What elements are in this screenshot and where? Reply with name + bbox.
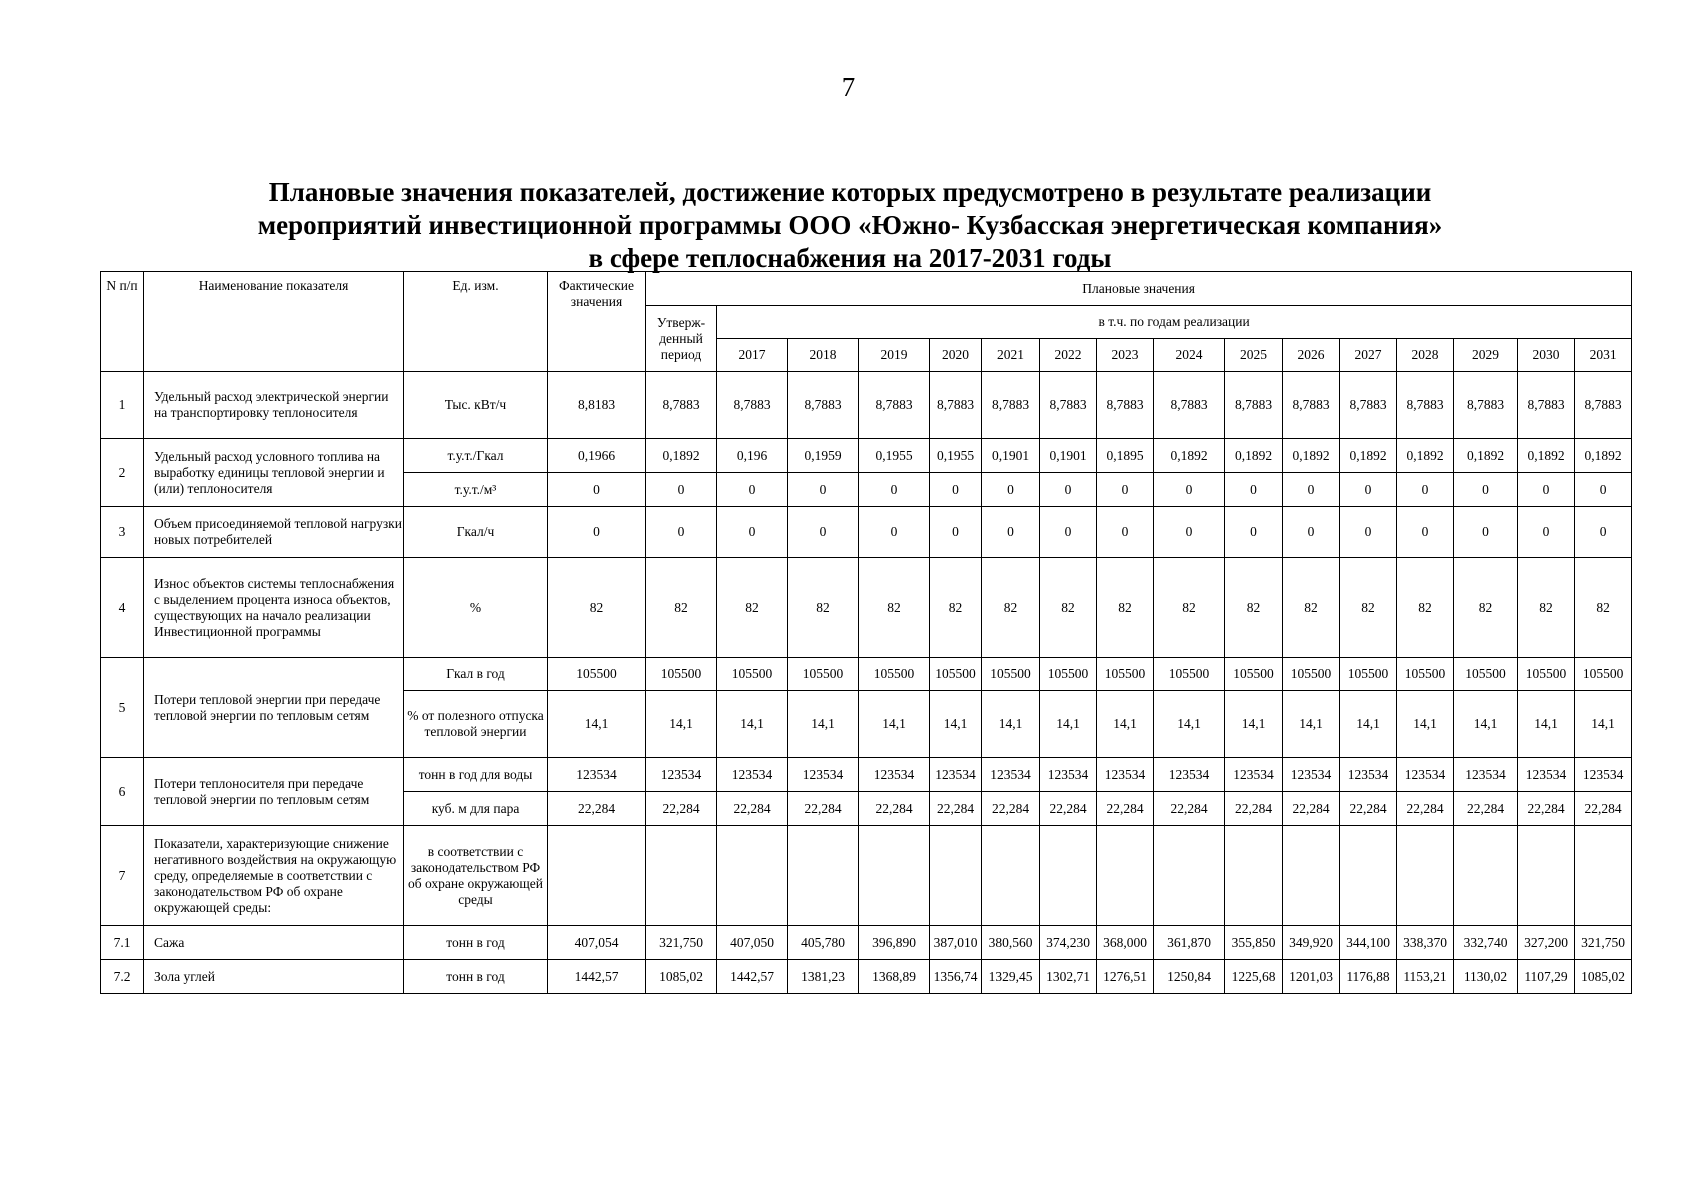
value-cell: 0 [548,507,646,558]
header-year: 2028 [1397,339,1454,372]
value-cell: 407,054 [548,926,646,960]
value-cell: 22,284 [1575,792,1632,826]
value-cell: 361,870 [1154,926,1225,960]
value-cell: 8,7883 [1575,372,1632,439]
value-cell: 22,284 [1097,792,1154,826]
value-cell: 0,1892 [1397,439,1454,473]
value-cell: 105500 [1518,658,1575,691]
value-cell: 105500 [1225,658,1283,691]
header-year: 2023 [1097,339,1154,372]
header-name: Наименование показателя [144,272,404,372]
header-year: 2018 [788,339,859,372]
value-cell: 82 [930,558,982,658]
value-cell: 123534 [930,758,982,792]
value-cell: 22,284 [982,792,1040,826]
value-cell: 14,1 [1283,691,1340,758]
value-cell: 396,890 [859,926,930,960]
title-line: в сфере теплоснабжения на 2017-2031 годы [588,243,1112,273]
value-cell: 380,560 [982,926,1040,960]
unit-cell: тонн в год [404,960,548,994]
header-actual: Фактические значения [548,272,646,372]
indicator-name: Показатели, характеризующие снижение негативного воздействия на окружающую среду, определяемые в соответствии с законодательством РФ об охране окружающей среды: [144,826,404,926]
value-cell: 0 [646,473,717,507]
value-cell: 105500 [1283,658,1340,691]
value-cell: 0 [788,473,859,507]
indicator-name: Потери теплоносителя при передаче тепловой энергии по тепловым сетям [144,758,404,826]
header-year: 2017 [717,339,788,372]
value-cell: 1225,68 [1225,960,1283,994]
value-cell: 14,1 [1397,691,1454,758]
value-cell: 0 [1040,473,1097,507]
value-cell: 8,7883 [859,372,930,439]
value-cell: 82 [1397,558,1454,658]
value-cell: 0,1966 [548,439,646,473]
value-cell: 0 [1518,473,1575,507]
value-cell: 22,284 [1518,792,1575,826]
value-cell: 14,1 [1454,691,1518,758]
value-cell: 1250,84 [1154,960,1225,994]
value-cell: 1356,74 [930,960,982,994]
empty-value-cell [1518,826,1575,926]
value-cell: 105500 [646,658,717,691]
value-cell: 123534 [788,758,859,792]
value-cell: 14,1 [548,691,646,758]
value-cell: 1176,88 [1340,960,1397,994]
value-cell: 0 [1340,473,1397,507]
value-cell: 332,740 [1454,926,1518,960]
value-cell: 1107,29 [1518,960,1575,994]
value-cell: 123534 [1454,758,1518,792]
value-cell: 0 [717,507,788,558]
unit-cell: тонн в год [404,926,548,960]
unit-cell: т.у.т./м³ [404,473,548,507]
value-cell: 123534 [1154,758,1225,792]
value-cell: 1442,57 [717,960,788,994]
value-cell: 8,7883 [1518,372,1575,439]
value-cell: 0 [982,507,1040,558]
value-cell: 22,284 [646,792,717,826]
value-cell: 0 [1397,507,1454,558]
value-cell: 123534 [1283,758,1340,792]
header-year: 2026 [1283,339,1340,372]
empty-value-cell [1154,826,1225,926]
value-cell: 82 [1225,558,1283,658]
value-cell: 14,1 [1154,691,1225,758]
unit-cell: т.у.т./Гкал [404,439,548,473]
value-cell: 123534 [1225,758,1283,792]
value-cell: 14,1 [717,691,788,758]
value-cell: 1153,21 [1397,960,1454,994]
value-cell: 82 [646,558,717,658]
value-cell: 0,1955 [930,439,982,473]
row-number: 2 [101,439,144,507]
value-cell: 0 [1154,507,1225,558]
value-cell: 0,1892 [1575,439,1632,473]
value-cell: 8,8183 [548,372,646,439]
value-cell: 0 [1518,507,1575,558]
value-cell: 123534 [859,758,930,792]
value-cell: 123534 [1040,758,1097,792]
value-cell: 0,1895 [1097,439,1154,473]
value-cell: 82 [1040,558,1097,658]
header-planned: Плановые значения [646,272,1632,306]
value-cell: 0,1959 [788,439,859,473]
header-num: N п/п [101,272,144,372]
value-cell: 374,230 [1040,926,1097,960]
value-cell: 82 [982,558,1040,658]
value-cell: 0 [859,473,930,507]
value-cell: 0 [930,473,982,507]
value-cell: 22,284 [1340,792,1397,826]
value-cell: 0 [1454,507,1518,558]
value-cell: 105500 [1340,658,1397,691]
value-cell: 22,284 [788,792,859,826]
value-cell: 14,1 [1340,691,1397,758]
value-cell: 82 [859,558,930,658]
value-cell: 22,284 [1283,792,1340,826]
empty-value-cell [1040,826,1097,926]
row-number: 5 [101,658,144,758]
value-cell: 123534 [1097,758,1154,792]
empty-value-cell [1454,826,1518,926]
row-number: 3 [101,507,144,558]
row-number: 7.1 [101,926,144,960]
value-cell: 405,780 [788,926,859,960]
empty-value-cell [1283,826,1340,926]
empty-value-cell [788,826,859,926]
header-year: 2020 [930,339,982,372]
unit-cell: тонн в год для воды [404,758,548,792]
unit-cell: % от полезного отпуска тепловой энергии [404,691,548,758]
value-cell: 0,196 [717,439,788,473]
value-cell: 1302,71 [1040,960,1097,994]
value-cell: 0,1901 [982,439,1040,473]
indicators-table [100,271,1632,994]
value-cell: 14,1 [1040,691,1097,758]
value-cell: 8,7883 [1340,372,1397,439]
empty-value-cell [1097,826,1154,926]
value-cell: 1085,02 [1575,960,1632,994]
value-cell: 105500 [548,658,646,691]
value-cell: 82 [548,558,646,658]
value-cell: 14,1 [646,691,717,758]
value-cell: 1381,23 [788,960,859,994]
value-cell: 0 [1397,473,1454,507]
title-line: Плановые значения показателей, достижение которых предусмотрено в результате реализации [268,177,1432,207]
empty-value-cell [930,826,982,926]
indicator-name: Потери тепловой энергии при передаче тепловой энергии по тепловым сетям [144,658,404,758]
row-number: 7 [101,826,144,926]
value-cell: 105500 [717,658,788,691]
value-cell: 1085,02 [646,960,717,994]
value-cell: 0 [982,473,1040,507]
value-cell: 1201,03 [1283,960,1340,994]
value-cell: 0,1892 [1454,439,1518,473]
title-line: мероприятий инвестиционной программы ООО «Южно- Кузбасская энергетическая компания» [257,210,1443,240]
value-cell: 349,920 [1283,926,1340,960]
unit-cell: Гкал/ч [404,507,548,558]
value-cell: 0 [1040,507,1097,558]
value-cell: 0 [788,507,859,558]
value-cell: 327,200 [1518,926,1575,960]
value-cell: 0 [1340,507,1397,558]
value-cell: 123534 [1575,758,1632,792]
value-cell: 0 [548,473,646,507]
header-approved-period: Утверж-денный период [646,306,717,372]
value-cell: 321,750 [1575,926,1632,960]
value-cell: 8,7883 [1397,372,1454,439]
value-cell: 407,050 [717,926,788,960]
indicator-name: Износ объектов системы теплоснабжения с выделением процента износа объектов, существующих на начало реализации Инвестиционной программы [144,558,404,658]
empty-value-cell [1340,826,1397,926]
value-cell: 123534 [1340,758,1397,792]
value-cell: 82 [788,558,859,658]
unit-cell: куб. м для пара [404,792,548,826]
value-cell: 344,100 [1340,926,1397,960]
indicator-name: Удельный расход условного топлива на выработку единицы тепловой энергии и (или) теплоносителя [144,439,404,507]
value-cell: 8,7883 [1225,372,1283,439]
value-cell: 14,1 [1518,691,1575,758]
document-title [100,176,1600,275]
value-cell: 82 [1283,558,1340,658]
value-cell: 387,010 [930,926,982,960]
value-cell: 14,1 [1225,691,1283,758]
value-cell: 1130,02 [1454,960,1518,994]
header-unit: Ед. изм. [404,272,548,372]
value-cell: 22,284 [1397,792,1454,826]
unit-cell: Гкал в год [404,658,548,691]
value-cell: 14,1 [859,691,930,758]
value-cell: 123534 [548,758,646,792]
value-cell: 82 [717,558,788,658]
value-cell: 82 [1575,558,1632,658]
value-cell: 0,1892 [1340,439,1397,473]
header-year: 2024 [1154,339,1225,372]
value-cell: 8,7883 [1040,372,1097,439]
value-cell: 0 [1283,473,1340,507]
value-cell: 0 [1225,507,1283,558]
value-cell: 0,1892 [1225,439,1283,473]
value-cell: 14,1 [788,691,859,758]
empty-value-cell [548,826,646,926]
value-cell: 0 [930,507,982,558]
value-cell: 0 [1097,473,1154,507]
value-cell: 8,7883 [717,372,788,439]
empty-value-cell [646,826,717,926]
value-cell: 123534 [1397,758,1454,792]
value-cell: 14,1 [982,691,1040,758]
value-cell: 0 [1283,507,1340,558]
value-cell: 321,750 [646,926,717,960]
value-cell: 105500 [1097,658,1154,691]
value-cell: 14,1 [1097,691,1154,758]
header-year: 2022 [1040,339,1097,372]
value-cell: 22,284 [1225,792,1283,826]
value-cell: 8,7883 [982,372,1040,439]
value-cell: 82 [1518,558,1575,658]
value-cell: 0 [1225,473,1283,507]
row-number: 6 [101,758,144,826]
value-cell: 82 [1097,558,1154,658]
row-number: 1 [101,372,144,439]
value-cell: 22,284 [930,792,982,826]
value-cell: 8,7883 [930,372,982,439]
value-cell: 22,284 [1040,792,1097,826]
value-cell: 8,7883 [788,372,859,439]
value-cell: 0 [1154,473,1225,507]
value-cell: 8,7883 [1454,372,1518,439]
value-cell: 1329,45 [982,960,1040,994]
value-cell: 82 [1340,558,1397,658]
value-cell: 123534 [982,758,1040,792]
value-cell: 355,850 [1225,926,1283,960]
page-number: 7 [841,72,856,102]
value-cell: 105500 [1040,658,1097,691]
empty-value-cell [1575,826,1632,926]
header-year: 2025 [1225,339,1283,372]
value-cell: 82 [1454,558,1518,658]
value-cell: 0 [717,473,788,507]
value-cell: 105500 [982,658,1040,691]
value-cell: 22,284 [1454,792,1518,826]
header-year: 2031 [1575,339,1632,372]
header-year: 2030 [1518,339,1575,372]
value-cell: 0,1901 [1040,439,1097,473]
value-cell: 0 [1575,507,1632,558]
empty-value-cell [859,826,930,926]
value-cell: 105500 [1575,658,1632,691]
value-cell: 0 [859,507,930,558]
value-cell: 1368,89 [859,960,930,994]
value-cell: 22,284 [1154,792,1225,826]
row-number: 4 [101,558,144,658]
value-cell: 0 [1454,473,1518,507]
indicator-name: Сажа [144,926,404,960]
value-cell: 1276,51 [1097,960,1154,994]
value-cell: 0,1892 [1283,439,1340,473]
value-cell: 105500 [930,658,982,691]
value-cell: 14,1 [1575,691,1632,758]
header-year: 2029 [1454,339,1518,372]
value-cell: 8,7883 [1283,372,1340,439]
unit-cell: % [404,558,548,658]
empty-value-cell [717,826,788,926]
value-cell: 105500 [1154,658,1225,691]
value-cell: 105500 [859,658,930,691]
header-by-years: в т.ч. по годам реализации [717,306,1632,339]
indicator-name: Объем присоединяемой тепловой нагрузки новых потребителей [144,507,404,558]
empty-value-cell [1225,826,1283,926]
value-cell: 22,284 [548,792,646,826]
unit-cell: в соответствии с законодательством РФ об охране окружающей среды [404,826,548,926]
value-cell: 8,7883 [1154,372,1225,439]
value-cell: 22,284 [859,792,930,826]
header-year: 2021 [982,339,1040,372]
value-cell: 105500 [1454,658,1518,691]
unit-cell: Тыс. кВт/ч [404,372,548,439]
value-cell: 0,1892 [646,439,717,473]
value-cell: 0 [646,507,717,558]
value-cell: 0,1892 [1518,439,1575,473]
value-cell: 0 [1575,473,1632,507]
value-cell: 105500 [1397,658,1454,691]
value-cell: 0,1892 [1154,439,1225,473]
value-cell: 368,000 [1097,926,1154,960]
value-cell: 8,7883 [1097,372,1154,439]
row-number: 7.2 [101,960,144,994]
value-cell: 8,7883 [646,372,717,439]
header-year: 2027 [1340,339,1397,372]
empty-value-cell [1397,826,1454,926]
value-cell: 82 [1154,558,1225,658]
value-cell: 123534 [1518,758,1575,792]
value-cell: 338,370 [1397,926,1454,960]
empty-value-cell [982,826,1040,926]
value-cell: 0 [1097,507,1154,558]
value-cell: 1442,57 [548,960,646,994]
value-cell: 123534 [717,758,788,792]
value-cell: 123534 [646,758,717,792]
indicator-name: Удельный расход электрической энергии на транспортировку теплоносителя [144,372,404,439]
value-cell: 22,284 [717,792,788,826]
value-cell: 14,1 [930,691,982,758]
value-cell: 0,1955 [859,439,930,473]
value-cell: 105500 [788,658,859,691]
header-year: 2019 [859,339,930,372]
indicator-name: Зола углей [144,960,404,994]
